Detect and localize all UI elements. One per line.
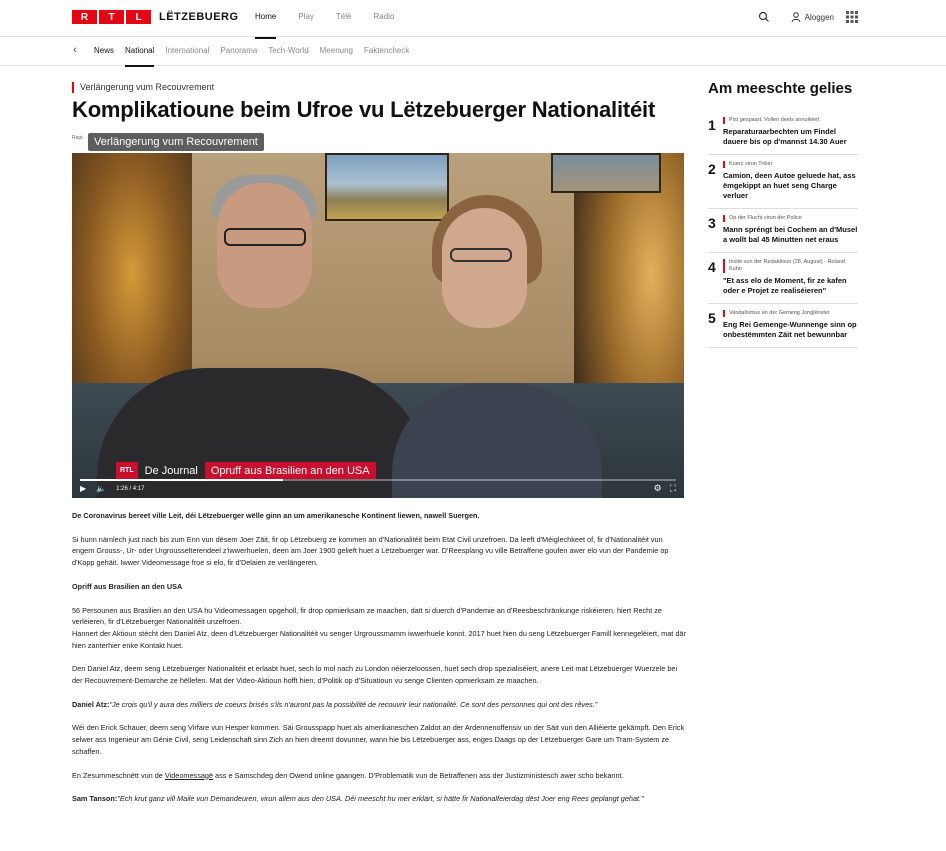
article-lead: De Coronavirus bereet ville Leit, déi Lëtzebuerger wëlle ginn an um amerikanesche Kontinent liewen, nawell Suergen. xyxy=(72,511,480,520)
apps-grid-icon[interactable] xyxy=(846,11,858,23)
nav-tele[interactable]: Télé xyxy=(335,12,352,21)
paragraph: 56 Persounen aus Brasilien an den USA hu Videomessagen opgeholl, fir drop opmierksam ze maachen, datt si duerch d'Pandemie an d'Reesbeschränkunge riskéieren, hiert Recht ze verléieren, fir d'Lëtzebuerger Nationalitéit unzefroen. Hannert der Aktioun stécht den Daniel Atz, deen d'Lëtzebuerger Nationalitéit vu senger Urgroussmamm iwwerhuele konnt. 2017 huet hien du seng Lëtzebuerger Famill kennegeléiert, mat där hien zanterhier enke Kontakt huet. xyxy=(72,605,686,650)
quote xyxy=(72,793,686,805)
lower-third-program: De Journal xyxy=(138,462,205,479)
article-body xyxy=(72,510,686,817)
brand-name: LËTZEBUERG xyxy=(159,11,239,23)
article-title: Komplikatioune beim Ufroe vu Lëtzebuerger Nationalitéit xyxy=(72,97,656,122)
quote-speaker: Sam Tanson: xyxy=(72,794,118,804)
subnav-meenung[interactable]: Meenung xyxy=(319,46,353,55)
lower-third-subtitle: Opruff aus Brasilien an den USA xyxy=(205,462,376,479)
paragraph: Wéi den Erick Schauer, deem seng Virfare vun Hesper kommen. Säi Grousspapp huet als amerikaneschen Zaldot an der Ardennenoffensiv un der Säit vun den Alliéierte gekämpft. Den Erick selwer ass Ingenieur am Génie Civil, seng Leidenschaft sinn Zich an hien dreemt dovunner, wann hie bis Lëtzebuerger ass, enges Daags op der Lëtzebuerger Gare um Tram-System ze schaffen. xyxy=(72,723,685,756)
header-actions xyxy=(758,11,834,23)
quote-speaker: Daniel Atz: xyxy=(72,699,110,709)
nav-home[interactable]: Home xyxy=(255,0,276,37)
most-read-item[interactable] xyxy=(708,111,858,155)
subnav-panorama[interactable]: Panorama xyxy=(220,46,258,55)
main-nav xyxy=(255,0,416,37)
most-read-sidebar xyxy=(708,80,858,348)
item-kicker: Pist gespaart, Vollen deels annuléiert xyxy=(723,117,858,124)
volume-icon[interactable]: 🔈 xyxy=(96,484,107,493)
rank-number: 2 xyxy=(708,161,716,177)
paragraph: Den Daniel Atz, deem seng Lëtzebuerger Nationalitéit et erlaabt huet, sech lo mol nach zu London néierzeloossen, huet sech drop spezialiséiert, anere Leit mat Lëtzebuerger Wuerzele bei der Recouvrement-Demarche ze hëllefen. Mat der Video-Aktioun hofft hien, d'Politik op d'Situatioun vu senge Clienten opmierksam ze maachen. xyxy=(72,664,678,686)
rank-number: 3 xyxy=(708,215,716,231)
fullscreen-icon[interactable]: ⛶ xyxy=(669,483,676,493)
rank-number: 4 xyxy=(708,259,716,275)
paragraph: Si hunn nämlech just nach bis zum Enn vun dësem Joer Zäit, fir op Lëtzebuerg ze kommen an d'Nationalitéit beim Etat Civil unzefroen. Da leeft d'Méiglechkeet of, fir d'Nationalitéit vun engem Grouss-, Ur- oder Urgrousselterendeel z'iwwerhuelen, deen am Joer 1900 gelieft huet a Lëtzebuerger war. D'Reesplang vu ville Betraffene goufen awer elo vun der Pandemie op d'Kopp gehäit. Iwwer Videomessage froe si elo, fir d'Delaien ze verlängeren. xyxy=(72,534,669,568)
video-time: 1:26 / 4:17 xyxy=(116,485,145,492)
most-read-item[interactable] xyxy=(708,155,858,209)
settings-icon[interactable]: ⚙ xyxy=(653,483,662,493)
video-controls xyxy=(72,479,684,498)
subnav-national[interactable]: National xyxy=(125,38,154,66)
rtl-logo[interactable] xyxy=(72,10,239,24)
most-read-item[interactable] xyxy=(708,209,858,253)
logo-letter: T xyxy=(99,10,124,24)
top-header xyxy=(0,0,946,37)
logo-letter: R xyxy=(72,10,97,24)
item-title[interactable]: "Et ass elo de Moment, fir ze kafen oder e Projet ze realiséieren" xyxy=(723,276,847,295)
user-icon[interactable] xyxy=(790,11,802,23)
tooltip: Verlängerung vum Recouvrement xyxy=(88,133,264,151)
item-kicker: Op der Flucht virun der Police xyxy=(723,215,858,222)
sidebar-title: Am meeschte gelies xyxy=(708,80,853,97)
most-read-item[interactable] xyxy=(708,253,858,304)
rank-number: 5 xyxy=(708,310,716,326)
search-icon[interactable] xyxy=(758,11,770,23)
video-link[interactable]: Videomessagë xyxy=(164,770,214,780)
article-byline: Rapt xyxy=(72,135,83,141)
nav-play[interactable]: Play xyxy=(298,12,314,21)
play-icon[interactable]: ▶ xyxy=(80,484,87,493)
sub-nav xyxy=(0,38,946,66)
item-title[interactable]: Camion, deen Autoe geluede hat, ass ëmgekippt an huet seng Charge verluer xyxy=(723,171,856,200)
item-kicker: Kuerz virun Trëier xyxy=(723,161,858,168)
section-heading: Opriff aus Brasilien an den USA xyxy=(72,581,183,591)
article-kicker[interactable]: Verlängerung vum Recouvrement xyxy=(72,82,214,93)
lower-third-badge: RTL xyxy=(116,462,138,479)
rank-number: 1 xyxy=(708,117,716,133)
subnav-faktencheck[interactable]: Faktencheck xyxy=(364,46,410,55)
chevron-left-icon[interactable]: ‹ xyxy=(73,44,77,56)
item-kicker: Invité vun der Redaktioun (28. August) - Roland Kuhn xyxy=(723,259,858,273)
video-player[interactable] xyxy=(72,153,684,498)
subnav-international[interactable]: International xyxy=(165,46,210,55)
item-title[interactable]: Reparaturaarbechten um Findel dauere bis op d'mannst 14.30 Auer xyxy=(723,127,847,146)
nav-radio[interactable]: Radio xyxy=(373,12,395,21)
subnav-tech-world[interactable]: Tech-World xyxy=(268,46,309,55)
video-lower-third xyxy=(116,462,376,479)
item-title[interactable]: Mann spréngt bei Cochem an d'Musel a wollt bal 45 Minutten net eraus xyxy=(723,225,858,244)
subnav-news[interactable]: News xyxy=(94,46,115,55)
quote xyxy=(72,699,686,711)
quote-text: "Je crois qu'il y aura des milliers de coeurs brisés s'ils n'auront pas la possibilité de recouvrir leur nationalité. Ce sont des personnes qui ont des rêves." xyxy=(109,699,598,709)
item-kicker: Vandalismus an der Gemeng Jonglënster xyxy=(723,310,858,317)
login-link[interactable]: Aloggen xyxy=(804,12,834,22)
paragraph: En Zesummeschnëtt vun de Videomessagë ass e Samschdeg den Owend online gaangen. D'Problematik vun de Betraffenen ass der Justizministesch awer scho bekannt. xyxy=(72,770,624,780)
most-read-item[interactable] xyxy=(708,304,858,348)
quote-text: "Ech krut ganz vill Maile vun Demandeuren, virun allem aus den USA. Déi meescht hu mer erklärt, si hätte fir Nationalfeierdag dëst Joer eng Rees geplangt gehat." xyxy=(117,794,644,804)
item-title[interactable]: Eng Rei Gemenge-Wunnenge sinn op onbestëmmten Zäit net bewunnbar xyxy=(723,320,857,339)
logo-letter: L xyxy=(126,10,151,24)
video-progress-bar[interactable] xyxy=(80,479,676,481)
